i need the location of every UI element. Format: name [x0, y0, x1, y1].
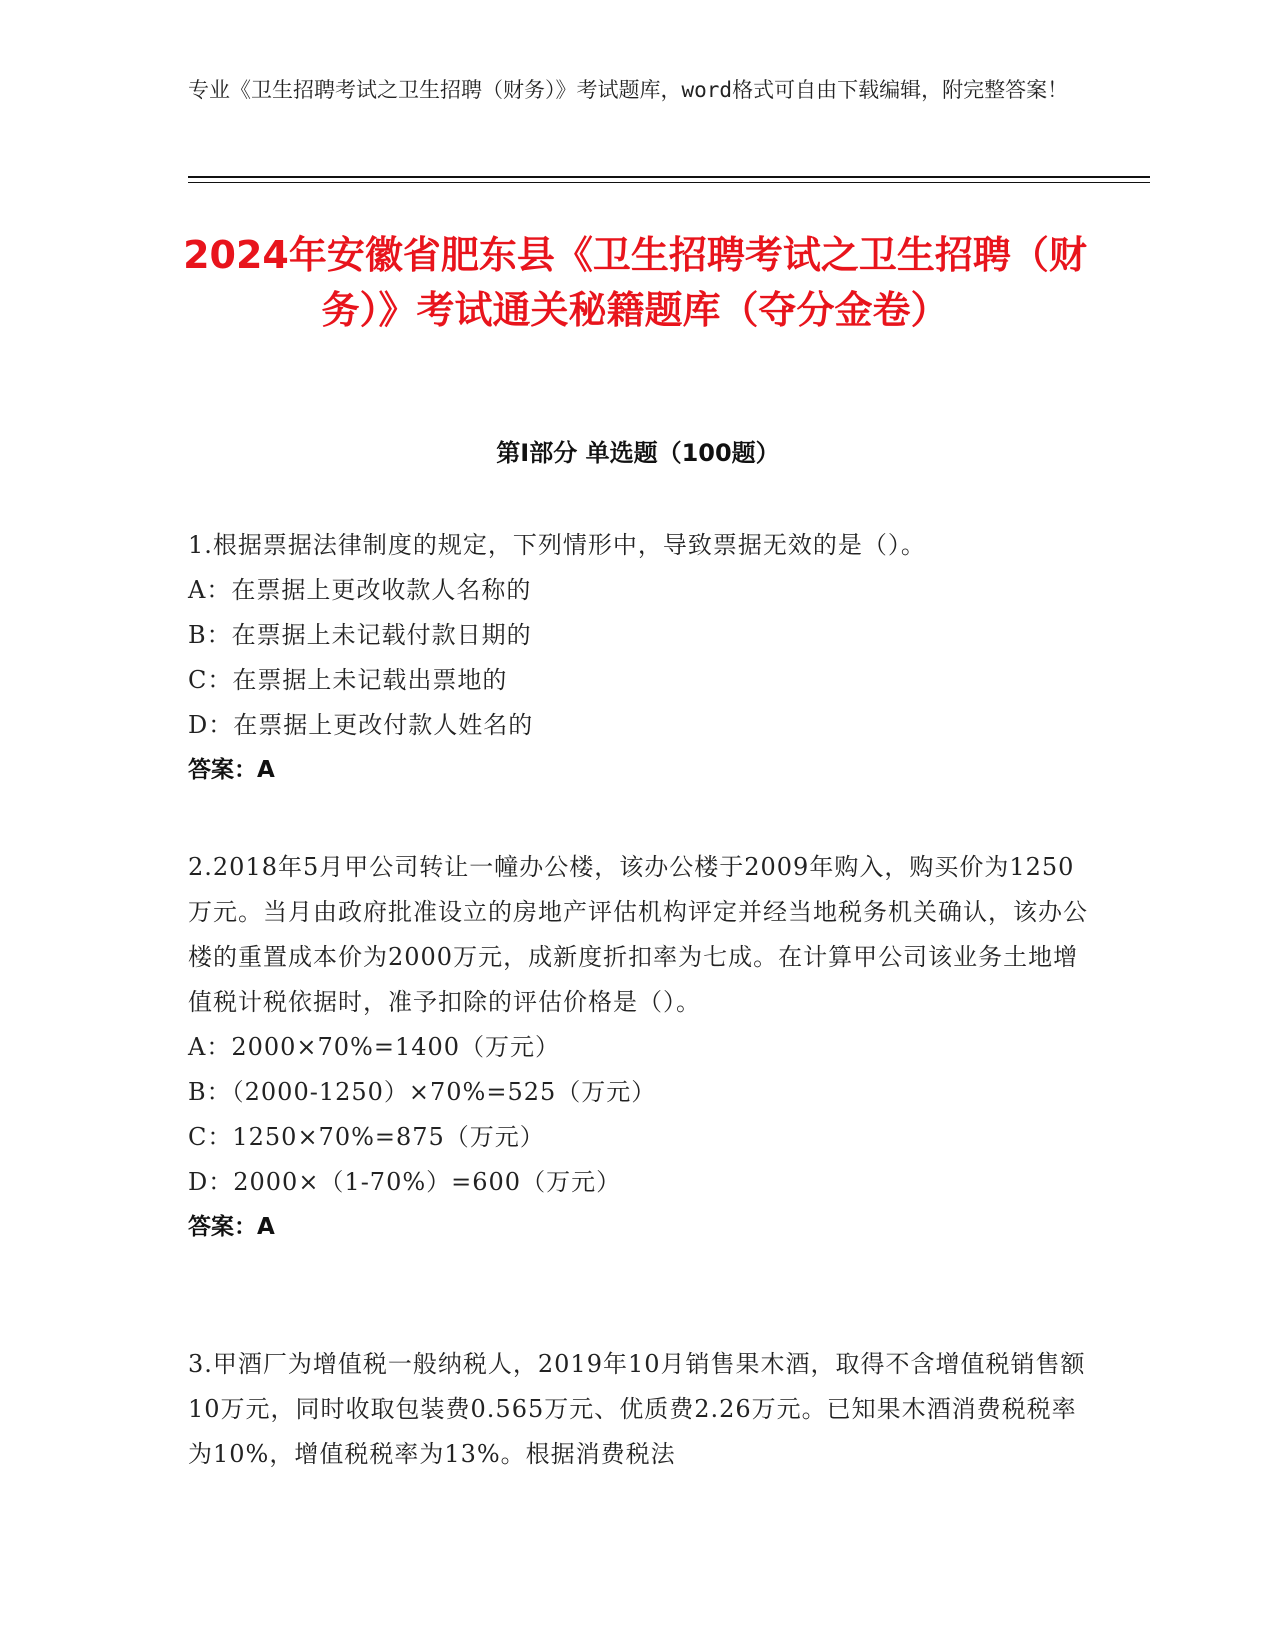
option-b: B：在票据上未记载付款日期的: [188, 621, 532, 649]
option-a: A：在票据上更改收款人名称的: [188, 576, 532, 604]
question-1: [188, 523, 1088, 793]
question-3: [188, 1342, 1088, 1477]
option-d: D：2000×（1-70%）=600（万元）: [188, 1168, 622, 1196]
question-stem: 2.2018年5月甲公司转让一幢办公楼，该办公楼于2009年购入，购买价为1250万元。当月由政府批准设立的房地产评估机构评定并经当地税务机关确认，该办公楼的重置成本价为2000万元，成新度折扣率为七成。在计算甲公司该业务土地增值税计税依据时，准予扣除的评估价格是（）。: [188, 853, 1088, 1016]
option-b: B：（2000-1250）×70%=525（万元）: [188, 1078, 657, 1106]
option-d: D：在票据上更改付款人姓名的: [188, 711, 534, 739]
answer: 答案：A: [188, 757, 275, 783]
question-stem: 3.甲酒厂为增值税一般纳税人，2019年10月销售果木酒，取得不含增值税销售额10万元，同时收取包装费0.565万元、优质费2.26万元。已知果木酒消费税税率为10%，增值税税率为13%。根据消费税法: [188, 1350, 1086, 1468]
question-2: [188, 845, 1088, 1250]
header-divider-thin: [188, 182, 1150, 183]
option-c: C：1250×70%=875（万元）: [188, 1123, 545, 1151]
option-a: A：2000×70%=1400（万元）: [188, 1033, 561, 1061]
document-title: 2024年安徽省肥东县《卫生招聘考试之卫生招聘（财务）》考试通关秘籍题库（夺分金卷）: [183, 233, 1087, 332]
header-note: 专业《卫生招聘考试之卫生招聘（财务）》考试题库，word格式可自由下载编辑，附完整答案！: [188, 78, 1069, 102]
section-title: 第Ⅰ部分 单选题（100题）: [496, 439, 780, 467]
answer: 答案：A: [188, 1214, 275, 1240]
header-divider-thick: [188, 176, 1150, 178]
question-stem: 1.根据票据法律制度的规定，下列情形中，导致票据无效的是（）。: [188, 531, 926, 559]
option-c: C：在票据上未记载出票地的: [188, 666, 508, 694]
